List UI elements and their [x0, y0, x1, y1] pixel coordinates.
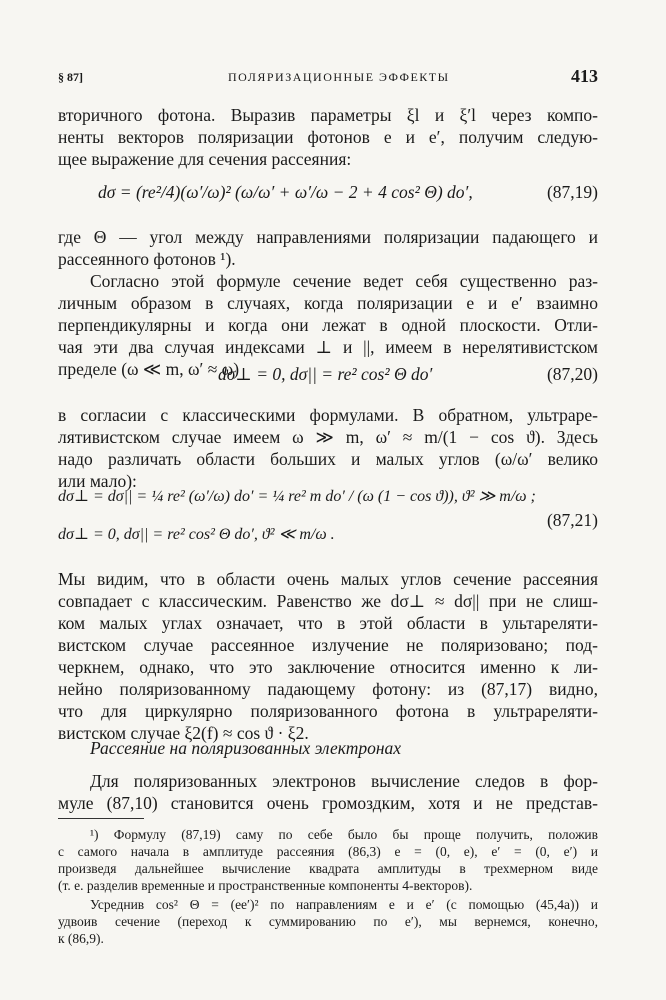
- text-line: вторичного фотона. Выразив параметры ξl и ξ′l через компо-: [58, 105, 598, 125]
- equation-text: dσ = (re²/4)(ω′/ω)² (ω/ω′ + ω′/ω − 2 + 4 cos² Θ) do′,: [98, 182, 473, 202]
- section-heading: Рассеяние на поляризованных электронах: [90, 738, 402, 758]
- text-line: личным образом в случаях, когда поляризации e и e′ взаимно: [58, 293, 598, 313]
- footnote-line: к (86,9).: [58, 931, 104, 946]
- footnote-line: Усреднив cos² Θ = (ee′)² по направлениям e и e′ (с помощью (45,4а)) и: [90, 897, 598, 912]
- text-line: чая эти два случая индексами ⊥ и ||, имеем в нерелятивистском: [58, 337, 598, 357]
- footnote-line: удвоив сечение (переход к суммированию по e′), мы вернемся, конечно,: [58, 914, 598, 929]
- footnote-rule: [58, 818, 144, 819]
- text-line: лятивистском случае имеем ω ≫ m, ω′ ≈ m/(1 − cos ϑ). Здесь: [58, 427, 598, 447]
- footnote-line: (т. е. разделив временные и пространственные компоненты 4-векторов).: [58, 878, 473, 893]
- text-line: Мы видим, что в области очень малых углов сечение рассеяния: [58, 569, 598, 589]
- footnote-line: произведя дальнейшее вычисление квадрата амплитуды в трехмерном виде: [58, 861, 598, 876]
- text-line: муле (87,10) становится очень громоздким, хотя и не представ-: [58, 793, 598, 813]
- text-line: Согласно этой формуле сечение ведет себя существенно раз-: [90, 271, 598, 291]
- equation-number: (87,21): [546, 510, 598, 530]
- section-ref: § 87]: [58, 70, 83, 84]
- text-line: или мало):: [58, 471, 137, 491]
- text-line: где Θ — угол между направлениями поляризации падающего и: [58, 227, 598, 247]
- text-line: перпендикулярны и когда они лежат в одной плоскости. Отли-: [58, 315, 598, 335]
- text-line: рассеянного фотонов ¹).: [58, 249, 236, 269]
- equation-text: dσ⊥ = 0, dσ|| = re² cos² Θ do′: [218, 364, 433, 384]
- text-line: надо различать области больших и малых углов (ω/ω′ велико: [58, 449, 598, 469]
- running-head: [58, 66, 598, 90]
- text-line: ненты векторов поляризации фотонов e и e′, получим следую-: [58, 127, 598, 147]
- equation-number: (87,20): [546, 364, 598, 384]
- text-line: щее выражение для сечения рассеяния:: [58, 149, 352, 169]
- text-line: нейно поляризованному падающему фотону: из (87,17) видно,: [58, 679, 598, 699]
- text-line: вистском случае рассеянное излучение не поляризовано; под-: [58, 635, 598, 655]
- text-line: ком малых углах означает, что в этой области в ультареляти-: [58, 613, 598, 633]
- page-number: 413: [571, 66, 598, 86]
- text-line: черкнем, однако, что это заключение относится именно к ли-: [58, 657, 598, 677]
- equation-87-21-line2: dσ⊥ = 0, dσ|| = re² cos² Θ do′, ϑ² ≪ m/ω .: [58, 526, 335, 543]
- equation-87-20: [58, 364, 598, 385]
- footnote-line: с самого начала в амплитуде рассеяния (86,3) e = (0, e), e′ = (0, e′) и: [58, 844, 598, 859]
- text-line: в согласии с классическими формулами. В обратном, ультраре-: [58, 405, 598, 425]
- footnote-line: ¹) Формулу (87,19) саму по себе было бы проще получить, положив: [90, 827, 598, 842]
- text-line: что для циркулярно поляризованного фотона в ультрареляти-: [58, 701, 598, 721]
- running-title: ПОЛЯРИЗАЦИОННЫЕ ЭФФЕКТЫ: [228, 70, 450, 84]
- text-line-last: вистском случае ξ2(f) ≈ cos ϑ · ξ2.: [58, 723, 309, 743]
- text-line: Для поляризованных электронов вычисление следов в фор-: [90, 771, 598, 791]
- text-line: пределе (ω ≪ m, ω′ ≈ ω): [58, 359, 240, 379]
- equation-number: (87,19): [546, 182, 598, 202]
- equation-87-19: [58, 182, 598, 203]
- equation-87-21-line1: dσ⊥ = dσ|| = ¼ re² (ω′/ω) do′ = ¼ re² m do′ / (ω (1 − cos ϑ)), ϑ² ≫ m/ω ;: [58, 488, 536, 505]
- text-line: совпадает с классическим. Равенство же dσ⊥ ≈ dσ|| при не слиш-: [58, 591, 598, 611]
